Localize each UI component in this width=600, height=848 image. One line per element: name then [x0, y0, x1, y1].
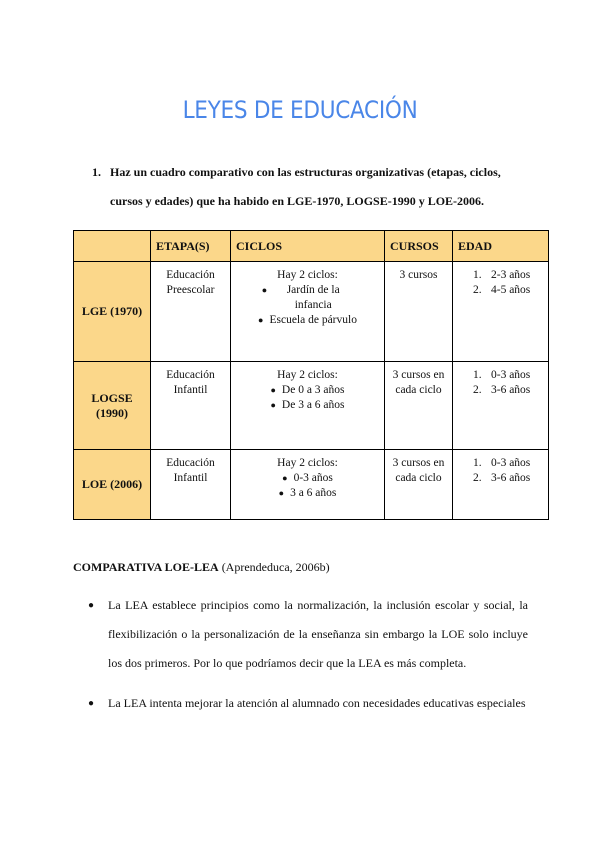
- edad-cell: [453, 450, 549, 520]
- header-cell: EDAD: [453, 231, 549, 262]
- section-citation: (Aprendeduca, 2006b): [221, 560, 330, 574]
- section-title: COMPARATIVA LOE-LEA: [73, 560, 219, 574]
- bullet-icon: ●: [270, 400, 276, 410]
- bullet-icon: ●: [88, 698, 95, 709]
- ciclos-intro: Hay 2 ciclos:: [277, 369, 338, 381]
- bullet-list: [88, 591, 528, 729]
- question-text: Haz un cuadro comparativo con las estructuras organizativas (etapas, ciclos, cursos y edades) que ha habido en LGE-1970, LOGSE-1990 y LOE-2006.: [110, 165, 501, 208]
- list-item: 2. 3-6 años: [473, 472, 531, 484]
- bullet-icon: ●: [261, 285, 268, 295]
- header-cell: ETAPA(S): [151, 231, 231, 262]
- list-item: ● La LEA intenta mejorar la atención al alumnado con necesidades educativas especiales: [88, 689, 528, 718]
- list-item: ● 0-3 años: [282, 472, 333, 484]
- law-cell: LGE (1970): [74, 262, 151, 362]
- bullet-icon: ●: [282, 473, 288, 483]
- page-title: LEYES DE EDUCACIÓN: [182, 96, 418, 124]
- list-item: ● 3 a 6 años: [278, 487, 337, 499]
- edad-cell: [453, 262, 549, 362]
- section-heading: [73, 560, 330, 575]
- bullet-icon: ●: [270, 385, 276, 395]
- list-item: ● La LEA establece principios como la normalización, la inclusión escolar y social, la flexibilización o la personalización de la enseñanza sin embargo la LOE solo incluye los dos primeros. Por lo que podríamos decir que la LEA es más completa.: [88, 591, 528, 678]
- etapa-cell: Educación Infantil: [151, 450, 231, 520]
- list-item: ● Jardín de la infancia: [261, 284, 340, 311]
- law-cell: LOGSE (1990): [74, 362, 151, 450]
- ciclos-cell: [231, 362, 385, 450]
- table-row: [74, 450, 549, 520]
- bullet-icon: ●: [278, 488, 285, 498]
- header-cell: CICLOS: [231, 231, 385, 262]
- list-item: 1. 0-3 años: [473, 457, 531, 469]
- edad-cell: [453, 362, 549, 450]
- question: [92, 158, 522, 216]
- ciclos-cell: [231, 262, 385, 362]
- list-item: 1. 2-3 años: [473, 269, 531, 281]
- ciclos-intro: Hay 2 ciclos:: [277, 457, 338, 469]
- bullet-icon: ●: [88, 600, 95, 611]
- list-item: 2. 3-6 años: [473, 384, 531, 396]
- question-number: 1.: [92, 165, 101, 179]
- header-cell: [74, 231, 151, 262]
- cursos-cell: 3 cursos: [385, 262, 453, 362]
- etapa-cell: Educación Infantil: [151, 362, 231, 450]
- cursos-cell: 3 cursos en cada ciclo: [385, 362, 453, 450]
- etapa-cell: Educación Preescolar: [151, 262, 231, 362]
- ciclos-intro: Hay 2 ciclos:: [277, 269, 338, 281]
- list-item: ● Escuela de párvulo: [258, 314, 357, 326]
- header-cell: CURSOS: [385, 231, 453, 262]
- cursos-cell: 3 cursos en cada ciclo: [385, 450, 453, 520]
- list-item: 1. 0-3 años: [473, 369, 531, 381]
- table-header-row: [74, 231, 549, 262]
- list-item: 2. 4-5 años: [473, 284, 531, 296]
- list-item: ● De 0 a 3 años: [270, 384, 345, 396]
- ciclos-cell: [231, 450, 385, 520]
- table-row: [74, 262, 549, 362]
- table-row: [74, 362, 549, 450]
- law-cell: LOE (2006): [74, 450, 151, 520]
- list-item: ● De 3 a 6 años: [270, 399, 345, 411]
- bullet-icon: ●: [258, 315, 264, 325]
- comparison-table: [73, 230, 549, 520]
